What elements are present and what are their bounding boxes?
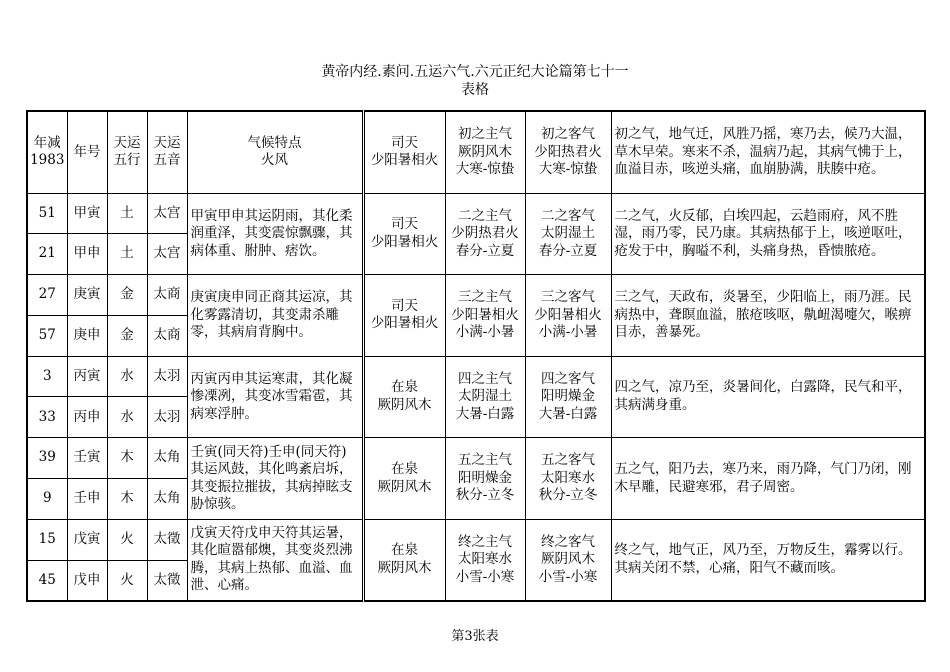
year-name-cell: 壬申 (67, 479, 107, 520)
description-cell: 二之气，火反郁，白埃四起，云趋雨府，风不胜湿，雨乃零，民乃康。其病热郁于上，咳逆呕吐，疮发于中，胸嗌不利，头痛身热，昏愦脓疮。 (611, 193, 925, 275)
wuxing-cell: 水 (107, 356, 147, 397)
wuxing-cell: 水 (107, 397, 147, 438)
year-name-cell: 庚寅 (67, 275, 107, 316)
description-cell: 四之气，凉乃至，炎暑间化，白露降，民气和平，其病满身重。 (611, 356, 925, 438)
sitian-cell: 在泉 厥阴风木 (363, 519, 445, 601)
document-title: 黄帝内经.素问.五运六气.六元正纪大论篇第七十一 (321, 64, 629, 80)
header-zhuqi: 初之主气 厥阴风木 大寒-惊蛰 (445, 111, 525, 193)
zhuqi-cell: 终之主气 太阳寒水 小雪-小寒 (445, 519, 525, 601)
description-cell: 三之气，天政布，炎暑至，少阳临上，雨乃涯。民病热中，聋瞑血溢，脓疮咳呕，鼽衄渴嚏欠，喉痹目赤，善暴死。 (611, 275, 925, 357)
climate-cell: 壬寅(同天符)壬申(同天符)其运风鼓，其化鸣紊启坼，其变振拉摧拔，其病掉眩支胁惊骇。 (187, 438, 363, 520)
zhuqi-cell: 四之主气 太阴湿土 大暑-白露 (445, 356, 525, 438)
wuxing-cell: 土 (107, 234, 147, 275)
year-name-cell: 壬寅 (67, 438, 107, 479)
year-offset-cell: 3 (27, 356, 67, 397)
sitian-cell: 在泉 厥阴风木 (363, 438, 445, 520)
sitian-cell: 司天 少阳暑相火 (363, 275, 445, 357)
year-name-cell: 甲寅 (67, 193, 107, 234)
wuyin-cell: 太角 (147, 479, 187, 520)
wuyin-cell: 太商 (147, 275, 187, 316)
header-year-offset: 年减 1983 (27, 111, 67, 193)
climate-cell: 丙寅丙申其运寒肃，其化凝惨凓冽，其变冰雪霜雹，其病寒浮肿。 (187, 356, 363, 438)
table-row (27, 519, 925, 560)
zhuqi-cell: 五之主气 阳明燥金 秋分-立冬 (445, 438, 525, 520)
year-name-cell: 庚申 (67, 315, 107, 356)
description-cell: 五之气，阳乃去，寒乃来，雨乃降，气门乃闭，刚木早雕，民避寒邪，君子周密。 (611, 438, 925, 520)
year-offset-cell: 33 (27, 397, 67, 438)
year-offset-cell: 27 (27, 275, 67, 316)
wuxing-cell: 金 (107, 315, 147, 356)
wuyin-cell: 太宫 (147, 193, 187, 234)
wuxing-cell: 木 (107, 438, 147, 479)
year-offset-cell: 39 (27, 438, 67, 479)
year-offset-cell: 57 (27, 315, 67, 356)
wuyin-cell: 太徵 (147, 519, 187, 560)
table-row (27, 275, 925, 316)
header-keqi: 初之客气 少阳热君火 大寒-惊蛰 (525, 111, 611, 193)
keqi-cell: 五之客气 太阳寒水 秋分-立冬 (525, 438, 611, 520)
keqi-cell: 三之客气 少阳暑相火 小满-小暑 (525, 275, 611, 357)
year-name-cell: 戊寅 (67, 519, 107, 560)
wuyin-cell: 太角 (147, 438, 187, 479)
wuxing-cell: 火 (107, 519, 147, 560)
page-footer: 第3张表 (451, 629, 499, 644)
sitian-cell: 司天 少阳暑相火 (363, 193, 445, 275)
data-table (26, 110, 926, 602)
header-wuyin: 天运 五音 (147, 111, 187, 193)
keqi-cell: 四之客气 阳明燥金 大暑-白露 (525, 356, 611, 438)
header-sitian: 司天 少阳暑相火 (363, 111, 445, 193)
year-offset-cell: 15 (27, 519, 67, 560)
keqi-cell: 终之客气 厥阴风木 小雪-小寒 (525, 519, 611, 601)
wuyin-cell: 太宫 (147, 234, 187, 275)
header-description: 初之气，地气迁，风胜乃摇，寒乃去，候乃大温，草木早荣。寒来不杀，温病乃起，其病气怫于上，血溢目赤，咳逆头痛，血崩胁满，肤腠中疮。 (611, 111, 925, 193)
wuyin-cell: 太羽 (147, 356, 187, 397)
header-year-name: 年号 (67, 111, 107, 193)
document-subtitle: 表格 (461, 82, 489, 98)
wuyin-cell: 太羽 (147, 397, 187, 438)
header-row (27, 111, 925, 193)
table-row (27, 193, 925, 234)
header-climate: 气候特点 火风 (187, 111, 363, 193)
year-offset-cell: 51 (27, 193, 67, 234)
table-row (27, 356, 925, 397)
keqi-cell: 二之客气 太阴湿土 春分-立夏 (525, 193, 611, 275)
zhuqi-cell: 三之主气 少阳暑相火 小满-小暑 (445, 275, 525, 357)
description-cell: 终之气，地气正，风乃至，万物反生，霿雾以行。其病关闭不禁，心痛，阳气不藏而咳。 (611, 519, 925, 601)
year-name-cell: 丙寅 (67, 356, 107, 397)
zhuqi-cell: 二之主气 少阴热君火 春分-立夏 (445, 193, 525, 275)
year-name-cell: 甲申 (67, 234, 107, 275)
wuxing-cell: 火 (107, 560, 147, 601)
climate-cell: 庚寅庚申同正商其运凉，其化雾露清切，其变肃杀雕零，其病肩背胸中。 (187, 275, 363, 357)
year-offset-cell: 45 (27, 560, 67, 601)
wuxing-cell: 木 (107, 479, 147, 520)
wuyin-cell: 太商 (147, 315, 187, 356)
year-offset-cell: 21 (27, 234, 67, 275)
climate-cell: 甲寅甲申其运阴雨，其化柔润重泽，其变震惊飘骤，其病体重、胕肿、痞饮。 (187, 193, 363, 275)
wuxing-cell: 金 (107, 275, 147, 316)
year-name-cell: 丙申 (67, 397, 107, 438)
climate-cell: 戊寅天符戊申天符其运暑，其化暄嚣郁燠，其变炎烈沸腾，其病上热郁、血溢、血泄、心痛。 (187, 519, 363, 601)
wuyin-cell: 太徵 (147, 560, 187, 601)
sitian-cell: 在泉 厥阴风木 (363, 356, 445, 438)
wuxing-cell: 土 (107, 193, 147, 234)
table-row (27, 438, 925, 479)
year-name-cell: 戊申 (67, 560, 107, 601)
header-wuxing: 天运 五行 (107, 111, 147, 193)
year-offset-cell: 9 (27, 479, 67, 520)
